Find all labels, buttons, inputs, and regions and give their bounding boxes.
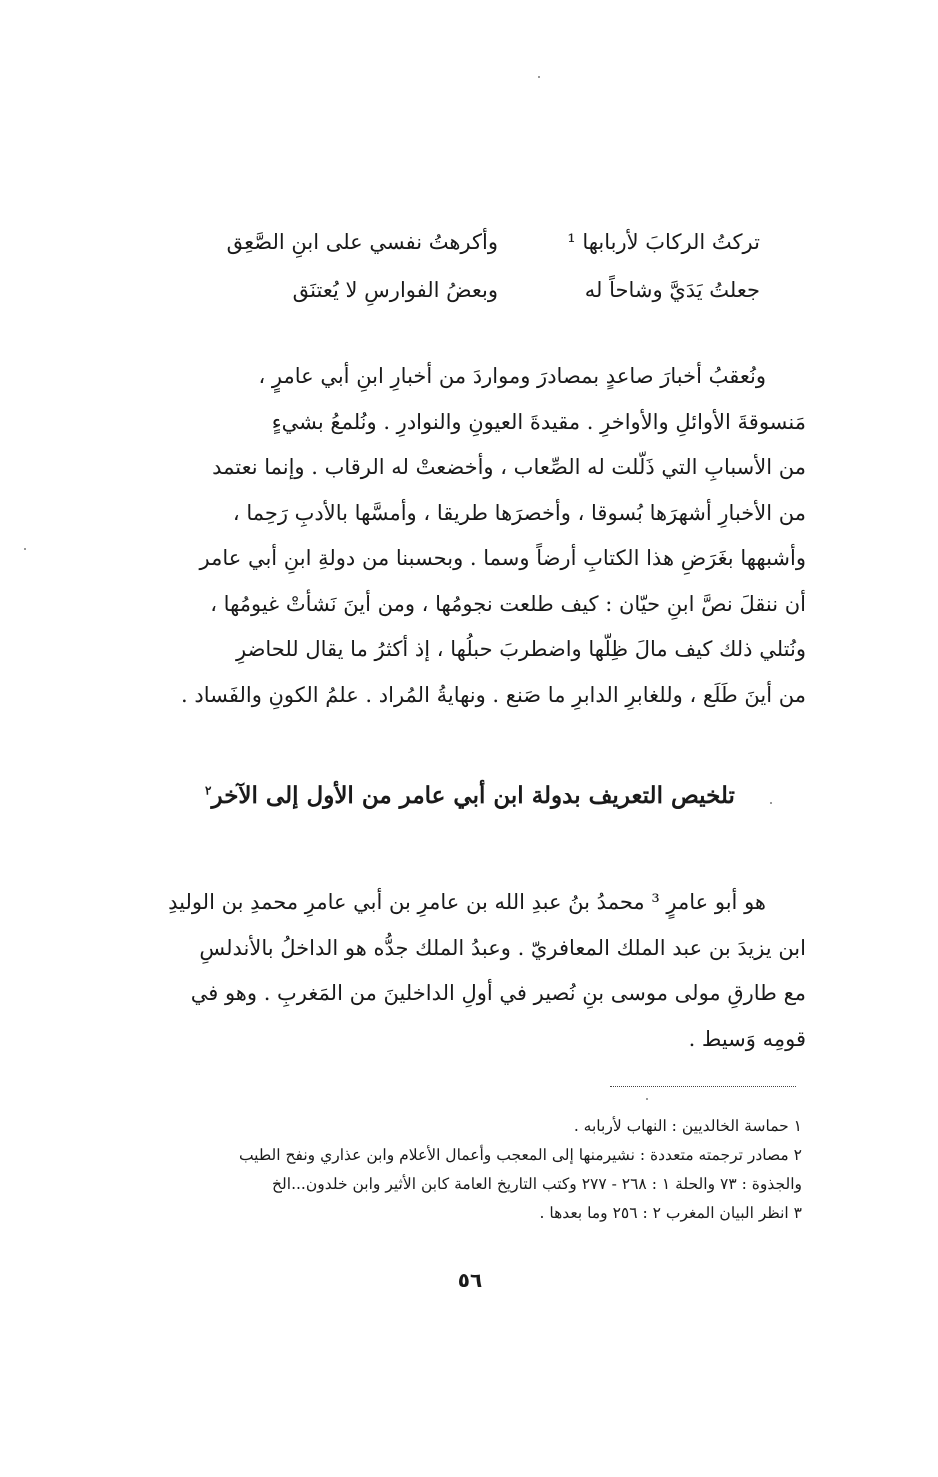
scan-speck xyxy=(24,548,26,550)
poem-line-2-left: وبعضُ الفوارسِ لا يُعتنَق xyxy=(292,278,498,302)
footnote-2-line-1: ٢ مصادر ترجمته متعددة : نشيرمنها إلى المعجب وأعمال الأعلام وابن عذاري ونفح الطيب xyxy=(238,1146,802,1164)
footnote-2-line-2: والجذوة : ٧٣ والحلة ١ : ٢٦٨ - ٢٧٧ وكتب التاريخ العامة كابن الأثير وابن خلدون...الخ xyxy=(272,1175,802,1193)
footnotes xyxy=(116,1112,802,1228)
scan-speck xyxy=(646,1098,648,1100)
poem-line-1-right: تركتُ الركابَ لأربابها ¹ xyxy=(567,230,760,254)
intro-line: من الأسبابِ التي ذَلّلت له الصِّعاب ، وأخضعتْ له الرقاب . وإنما نعتمد xyxy=(212,455,806,479)
footnote-separator xyxy=(610,1086,796,1087)
footnote-3: ٣ انظر البيان المغرب ٢ : ٢٥٦ وما بعدها . xyxy=(539,1204,802,1222)
section-title xyxy=(200,782,740,809)
intro-paragraph xyxy=(116,354,806,718)
bio-line: قومِه وَسيط . xyxy=(688,1026,806,1051)
intro-line: من أينَ طَلَع ، وللغابرِ الدابرِ ما صَنع . ونهايةُ المُراد . علمُ الكونِ والفَساد . xyxy=(181,682,806,707)
page-number: ٥٦ xyxy=(457,1268,483,1292)
bio-paragraph xyxy=(116,880,806,1062)
bio-line: ابن يزيدَ بن عبد الملك المعافريّ . وعبدُ الملك جدُّه هو الداخلُ بالأندلسِ xyxy=(199,935,806,960)
intro-line: ونُعقبُ أخبارَ صاعدٍ بمصادرَ ومواردَ من أخبارِ ابنِ أبي عامرٍ ، xyxy=(258,364,766,388)
bio-line: هو أبو عامرٍ ³ محمدُ بنُ عبدِ الله بن عامرِ بن أبي عامرِ محمدِ بن الوليدِ xyxy=(168,890,766,914)
section-title-footnote-ref: ٢ xyxy=(205,783,212,798)
scan-speck xyxy=(770,802,772,804)
section-title-text: تلخيص التعريف بدولة ابن أبي عامر من الأول إلى الآخر xyxy=(211,782,735,809)
intro-line: ونُتلي ذلك كيف مالَ ظِلّها واضطربَ حبلُها ، إذ أكثرُ ما يقال للحاضرِ xyxy=(235,637,806,661)
poem-line-2-right: جعلتُ يَدَيَّ وشاحاً له xyxy=(584,278,760,302)
intro-line: مَنسوقةَ الأوائلِ والأواخرِ . مقيدةَ العيونِ والنوادرِ . ونُلمعُ بشيءٍ xyxy=(271,409,806,434)
poem-line-1-left: وأكرهتُ نفسي على ابنِ الصَّعِق xyxy=(226,230,498,254)
intro-line: من الأخبارِ أشهرَها بُسوقا ، وأخصرَها طريقا ، وأمسَّها بالأدبِ رَحِما ، xyxy=(232,500,806,525)
footnote-1: ١ حماسة الخالديين : النهاب لأربابه . xyxy=(573,1117,802,1135)
intro-line: أن ننقلَ نصَّ ابنِ حيّان : كيف طلعت نجومُها ، ومن أينَ نَشأتْ غيومُها ، xyxy=(210,591,806,616)
intro-line: وأشبهها بغَرَضِ هذا الكتابِ أرضاً وسما . وبحسبنا من دولةِ ابنِ أبي عامر xyxy=(199,546,806,570)
bio-line: مع طارقِ مولى موسى بنِ نُصير في أولِ الداخلينَ من المَغربِ . وهو في xyxy=(190,981,806,1005)
scan-speck xyxy=(538,76,540,78)
